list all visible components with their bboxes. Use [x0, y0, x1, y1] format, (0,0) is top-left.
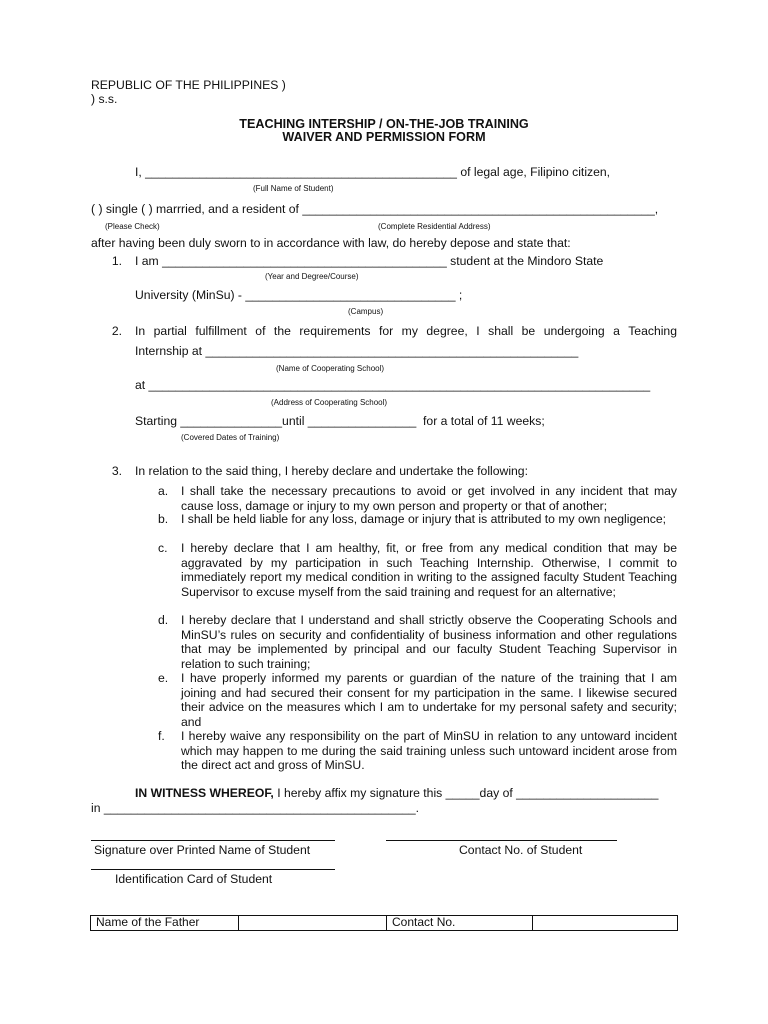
contact-signature-line: [386, 840, 617, 841]
caption-covered-dates: (Covered Dates of Training): [181, 433, 280, 442]
header-ss: ) s.s.: [91, 92, 118, 106]
father-name-field[interactable]: [239, 916, 387, 931]
caption-year-degree: (Year and Degree/Course): [265, 272, 359, 281]
id-card-line: [91, 869, 335, 870]
subitem-c-letter: c.: [158, 541, 168, 555]
subitem-a-letter: a.: [158, 484, 169, 498]
header-republic: REPUBLIC OF THE PHILIPPINES ): [91, 78, 286, 92]
witness-bold: IN WITNESS WHEREOF,: [135, 786, 274, 800]
intro-status-line: ( ) single ( ) marrried, and a resident of ____________________________________________________,: [91, 202, 659, 216]
intro-sworn-line: after having been duly sworn to in accordance with law, do hereby depose and state that:: [91, 236, 571, 250]
item-3-number: 3.: [111, 464, 122, 478]
item-1-line1: I am __________________________________________ student at the Mindoro State: [135, 254, 604, 268]
father-contact-label: Contact No.: [387, 916, 533, 931]
subitem-f-text: I hereby waive any responsibility on the part of MinSU in relation to any untoward incident which may happen to me during the said training unless such untoward incident arose from the direct act and gross of MinSU.: [181, 729, 677, 772]
student-signature-label: Signature over Printed Name of Student: [94, 843, 311, 857]
caption-school-address: (Address of Cooperating School): [271, 398, 388, 407]
item-2-line3: at __________________________________________________________________________: [135, 378, 651, 392]
item-2-number: 2.: [111, 324, 122, 338]
contact-number-label: Contact No. of Student: [459, 843, 583, 857]
intro-name-line: I, ______________________________________________ of legal age, Filipino citizen,: [135, 165, 611, 179]
caption-cooperating-school: (Name of Cooperating School): [276, 364, 385, 373]
item-1-number: 1.: [111, 254, 122, 268]
caption-please-check: (Please Check): [105, 222, 160, 231]
subitem-c-text: I hereby declare that I am healthy, fit, or free from any medical condition that may be aggravated by my participation in such Teaching Internship. Otherwise, I commit to immediately report my medical condition in writing to the assigned faculty Student Teaching Supervisor to excuse myself from the said training and request for an alternative;: [181, 541, 677, 599]
student-signature-line: [91, 840, 335, 841]
witness-place-line: in ______________________________________________.: [91, 801, 420, 815]
caption-campus: (Campus): [348, 307, 384, 316]
form-title-line1: TEACHING INTERSHIP / ON-THE-JOB TRAINING: [239, 117, 529, 131]
id-card-label: Identification Card of Student: [115, 872, 273, 886]
item-1-line2: University (MinSu) - _______________________________ ;: [135, 288, 463, 302]
caption-residential-address: (Complete Residential Address): [378, 222, 491, 231]
table-row: [91, 916, 678, 931]
item-2-line1: In partial fulfillment of the requirements for my degree, I shall be undergoing a Teaching: [135, 324, 677, 338]
witness-line: [135, 786, 658, 800]
subitem-d-text: I hereby declare that I understand and shall strictly observe the Cooperating Schools and MinSU’s rules on security and confidentiality of business information and other regulations that may be implemented by principal and our faculty Student Teaching Supervisor in relation to such training;: [181, 613, 677, 671]
subitem-e-letter: e.: [158, 671, 169, 685]
subitem-b-text: I shall be held liable for any loss, damage or injury that is attributed to my own negligence;: [181, 512, 667, 526]
item-3-intro: In relation to the said thing, I hereby declare and undertake the following:: [135, 464, 528, 478]
subitem-d-letter: d.: [158, 613, 169, 627]
subitem-b-letter: b.: [158, 512, 169, 526]
item-2-line2: Internship at _______________________________________________________: [135, 344, 579, 358]
parent-info-table: [90, 915, 678, 931]
caption-full-name: (Full Name of Student): [253, 184, 334, 193]
subitem-f-letter: f.: [158, 729, 165, 743]
form-title-line2: WAIVER AND PERMISSION FORM: [282, 130, 486, 144]
father-name-label: Name of the Father: [91, 916, 239, 931]
item-2-line4: Starting _______________until ________________ for a total of 11 weeks;: [135, 414, 545, 428]
subitem-e-text: I have properly informed my parents or guardian of the nature of the training that I am joining and had secured their consent for my participation in the same. I likewise secured their advice on the measures which I am to undertake for my personal safety and security; and: [181, 671, 677, 729]
witness-rest: I hereby affix my signature this _____day of _____________________: [273, 786, 659, 800]
subitem-a-text: I shall take the necessary precautions to avoid or get involved in any incident that may cause loss, damage or injury to my own person and property or that of another;: [181, 484, 677, 513]
father-contact-field[interactable]: [533, 916, 678, 931]
